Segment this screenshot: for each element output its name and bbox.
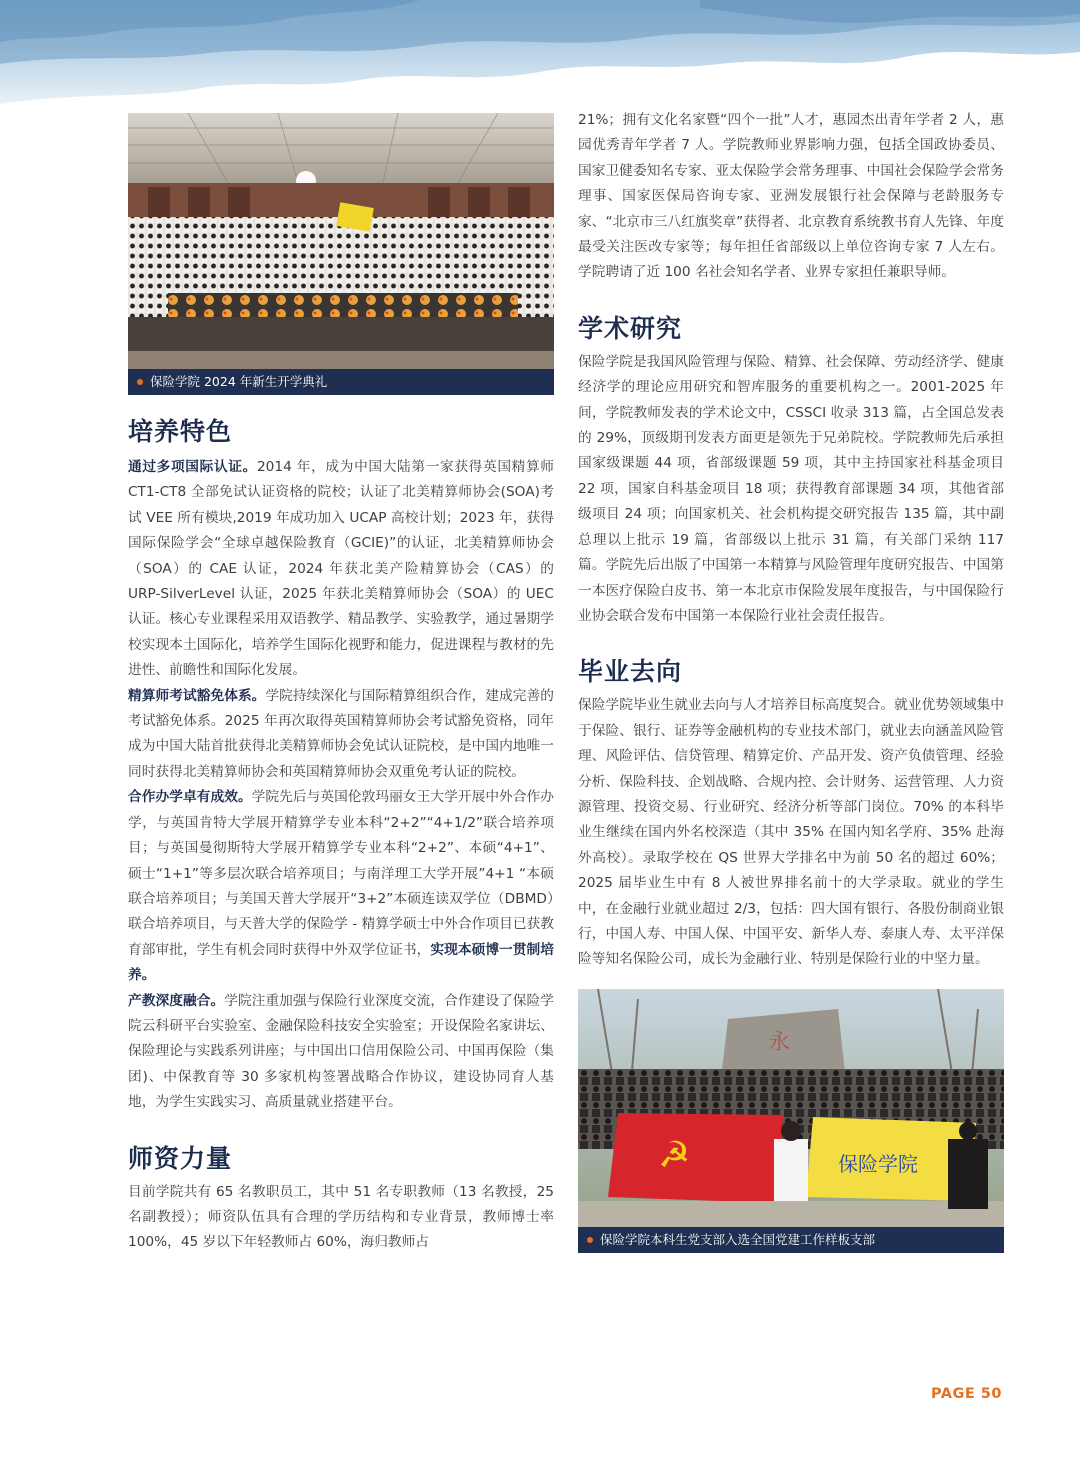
caption-text: 保险学院本科生党支部入选全国党建工作样板支部 xyxy=(600,1231,876,1247)
party-branch-photo xyxy=(578,989,1004,1253)
watercolor-header-decoration xyxy=(0,0,1080,120)
paragraph-joint-programs xyxy=(128,785,554,988)
right-column xyxy=(578,108,1004,1253)
paragraph-industry-integration xyxy=(128,989,554,1116)
page-number: PAGE 50 xyxy=(930,1386,1002,1402)
career-text: 保险学院毕业生就业去向与人才培养目标高度契合。就业优势领域集中于保险、银行、证券等金融机构的专业技术部门，就业去向涵盖风险管理、风险评估、信贷管理、精算定价、产品开发、资产负债管理、经验分析、保险科技、企划战略、合规内控、会计财务、运营管理、人力资源管理、投资交易、行业研究、经济分析等部门岗位。70% 的本科毕业生继续在国内外名校深造（其中 35% 在国内知名学府、35% 赴海外高校）。录取学校在 QS 世界大学排名中为前 50 名的超过 60%；2025 届毕业生中有 8 人被世界排名前十的大学录取。就业的学生中，在金融行业就业超过 2/3，包括：四大国有银行、各股份制商业银行，中国人寿、中国人保、中国平安、新华人寿、泰康人寿、太平洋保险等知名保险公司，成长为金融行业、特别是保险行业的中坚力量。 xyxy=(578,697,1004,968)
opening-ceremony-photo xyxy=(128,113,554,395)
paragraph-emphasis: 实现本硕博一贯制培养。 xyxy=(128,941,554,984)
section-training xyxy=(128,415,554,1116)
photo-caption xyxy=(128,369,554,395)
paragraph-lead: 通过多项国际认证。 xyxy=(128,459,257,475)
paragraph-body: 2014 年，成为中国大陆第一家获得英国精算师 CT1-CT8 全部免试认证资格的院校；认证了北美精算师协会(SOA)考试 VEE 所有模块,2019 年成功加入 UCAP 高校计划；2023 年，获得国际保险学会“全球卓越保险教育（GCIE)”的认证，北美精算师协会（SOA）的 CAE 认证，2024 年获北美产险精算协会（CAS）的 URP-SilverLevel 认证，2025 年获北美精算师协会（SOA）的 UEC 认证。核心专业课程采用双语教学、精品教学、实验教学，通过暑期学校实现本土国际化，培养学生国际化视野和能力，促进课程与教材的先进性、前瞻性和国际化发展。 xyxy=(128,459,554,679)
section-title: 师资力量 xyxy=(128,1143,233,1173)
faculty-text-part1: 目前学院共有 65 名教职员工，其中 51 名专职教师（13 名教授，25 名副教授）；师资队伍具有合理的学历结构和专业背景，教师博士率 100%，45 岁以下年轻教师占 60%，海归教师占 xyxy=(128,1183,554,1251)
paragraph-lead: 合作办学卓有成效。 xyxy=(128,789,252,806)
left-column xyxy=(128,113,554,1256)
paragraph-lead: 产教深度融合。 xyxy=(128,992,225,1009)
paragraph-body: 学院持续深化与国际精算组织合作，建成完善的考试豁免体系。2025 年再次取得英国精算师协会考试豁免资格，同年成为中国大陆首批获得北美精算师协会免试认证院校，是中国内地唯一同时获得北美精算师协会和英国精算师协会双重免考认证的院校。 xyxy=(128,687,554,780)
paragraph-international-cert xyxy=(128,455,554,684)
caption-bullet-icon xyxy=(587,1237,593,1243)
section-research xyxy=(578,312,1004,629)
svg-text:永: 永 xyxy=(768,1029,791,1055)
section-title: 毕业去向 xyxy=(578,657,683,687)
faculty-text-part2: 21%；拥有文化名家暨“四个一批”人才，惠园杰出青年学者 2 人，惠园优秀青年学者 7 人。学院教师业界影响力强，包括全国政协委员、国家卫健委知名专家、亚太保险学会常务理事、中国社会保险学会常务理事、国家医保局咨询专家、亚洲发展银行社会保障与老龄服务专家、“北京市三八红旗奖章”获得者、北京教育系统教书育人先锋、年度最受关注医改专家等；每年担任省部级以上单位咨询专家 7 人左右。学院聘请了近 100 名社会知名学者、业界专家担任兼职导师。 xyxy=(578,112,1004,281)
svg-text:☭: ☭ xyxy=(658,1134,691,1176)
caption-text: 保险学院 2024 年新生开学典礼 xyxy=(150,374,328,389)
paragraph-exam-exemption xyxy=(128,684,554,786)
caption-bullet-icon xyxy=(137,379,143,385)
paragraph-body: 学院注重加强与保险行业深度交流，合作建设了保险学院云科研平台实验室、金融保险科技安全实验室；开设保险名家讲坛、保险理论与实践系列讲座；与中国出口信用保险公司、中国再保险（集团)、中保教育等 30 多家机构签署战略合作协议，建设协同育人基地，为学生实践实习、高质量就业搭建平台。 xyxy=(128,992,554,1111)
section-faculty xyxy=(128,1142,554,1256)
section-title: 培养特色 xyxy=(128,417,233,446)
research-text: 保险学院是我国风险管理与保险、精算、社会保障、劳动经济学、健康经济学的理论应用研究和智库服务的重要机构之一。2001-2025 年间，学院教师发表的学术论文中，CSSCI 收录 313 篇，占全国总发表的 29%，顶级期刊发表方面更是领先于兄弟院校。学院教师先后承担国家级课题 44 项，省部级课题 59 项，其中主持国家社科基金项目 22 项，国家自科基金项目 18 项；获得教育部课题 34 项，其他省部级项目 24 项；向国家机关、社会机构提交研究报告 135 篇，其中副总理以上批示 19 篇，省部级以上批示 31 篇，有关部门采纳 117 篇。学院先后出版了中国第一本精算与风险管理年度研究报告、中国第一本医疗保险白皮书、第一本北京市保险发展年度报告，与中国保险行业协会联合发布中国第一本保险行业社会责任报告。 xyxy=(578,353,1004,624)
paragraph-body: 学院先后与英国伦敦玛丽女王大学开展中外合作办学，与英国肯特大学展开精算学专业本科“2+2”“4+1/2”联合培养项目；与英国曼彻斯特大学展开精算学专业本科“2+2”、本硕“4+1”、硕士“1+1”等多层次联合培养项目；与南洋理工大学开展”4+1 “本硕联合培养项目；与美国天普大学展开“3+2”本硕连读双学位（DBMD）联合培养项目，与天普大学的保险学 - 精算学硕士中外合作项目已获教育部审批，学生有机会同时获得中外双学位证书， xyxy=(128,789,554,958)
students-with-flags-image xyxy=(578,989,1004,1253)
section-career xyxy=(578,655,1004,972)
section-title: 学术研究 xyxy=(578,313,683,343)
paragraph-lead: 精算师考试豁免体系。 xyxy=(128,687,266,704)
photo-caption xyxy=(578,1227,1004,1253)
auditorium-crowd-image xyxy=(128,113,554,395)
svg-text:保险学院: 保险学院 xyxy=(838,1151,918,1176)
